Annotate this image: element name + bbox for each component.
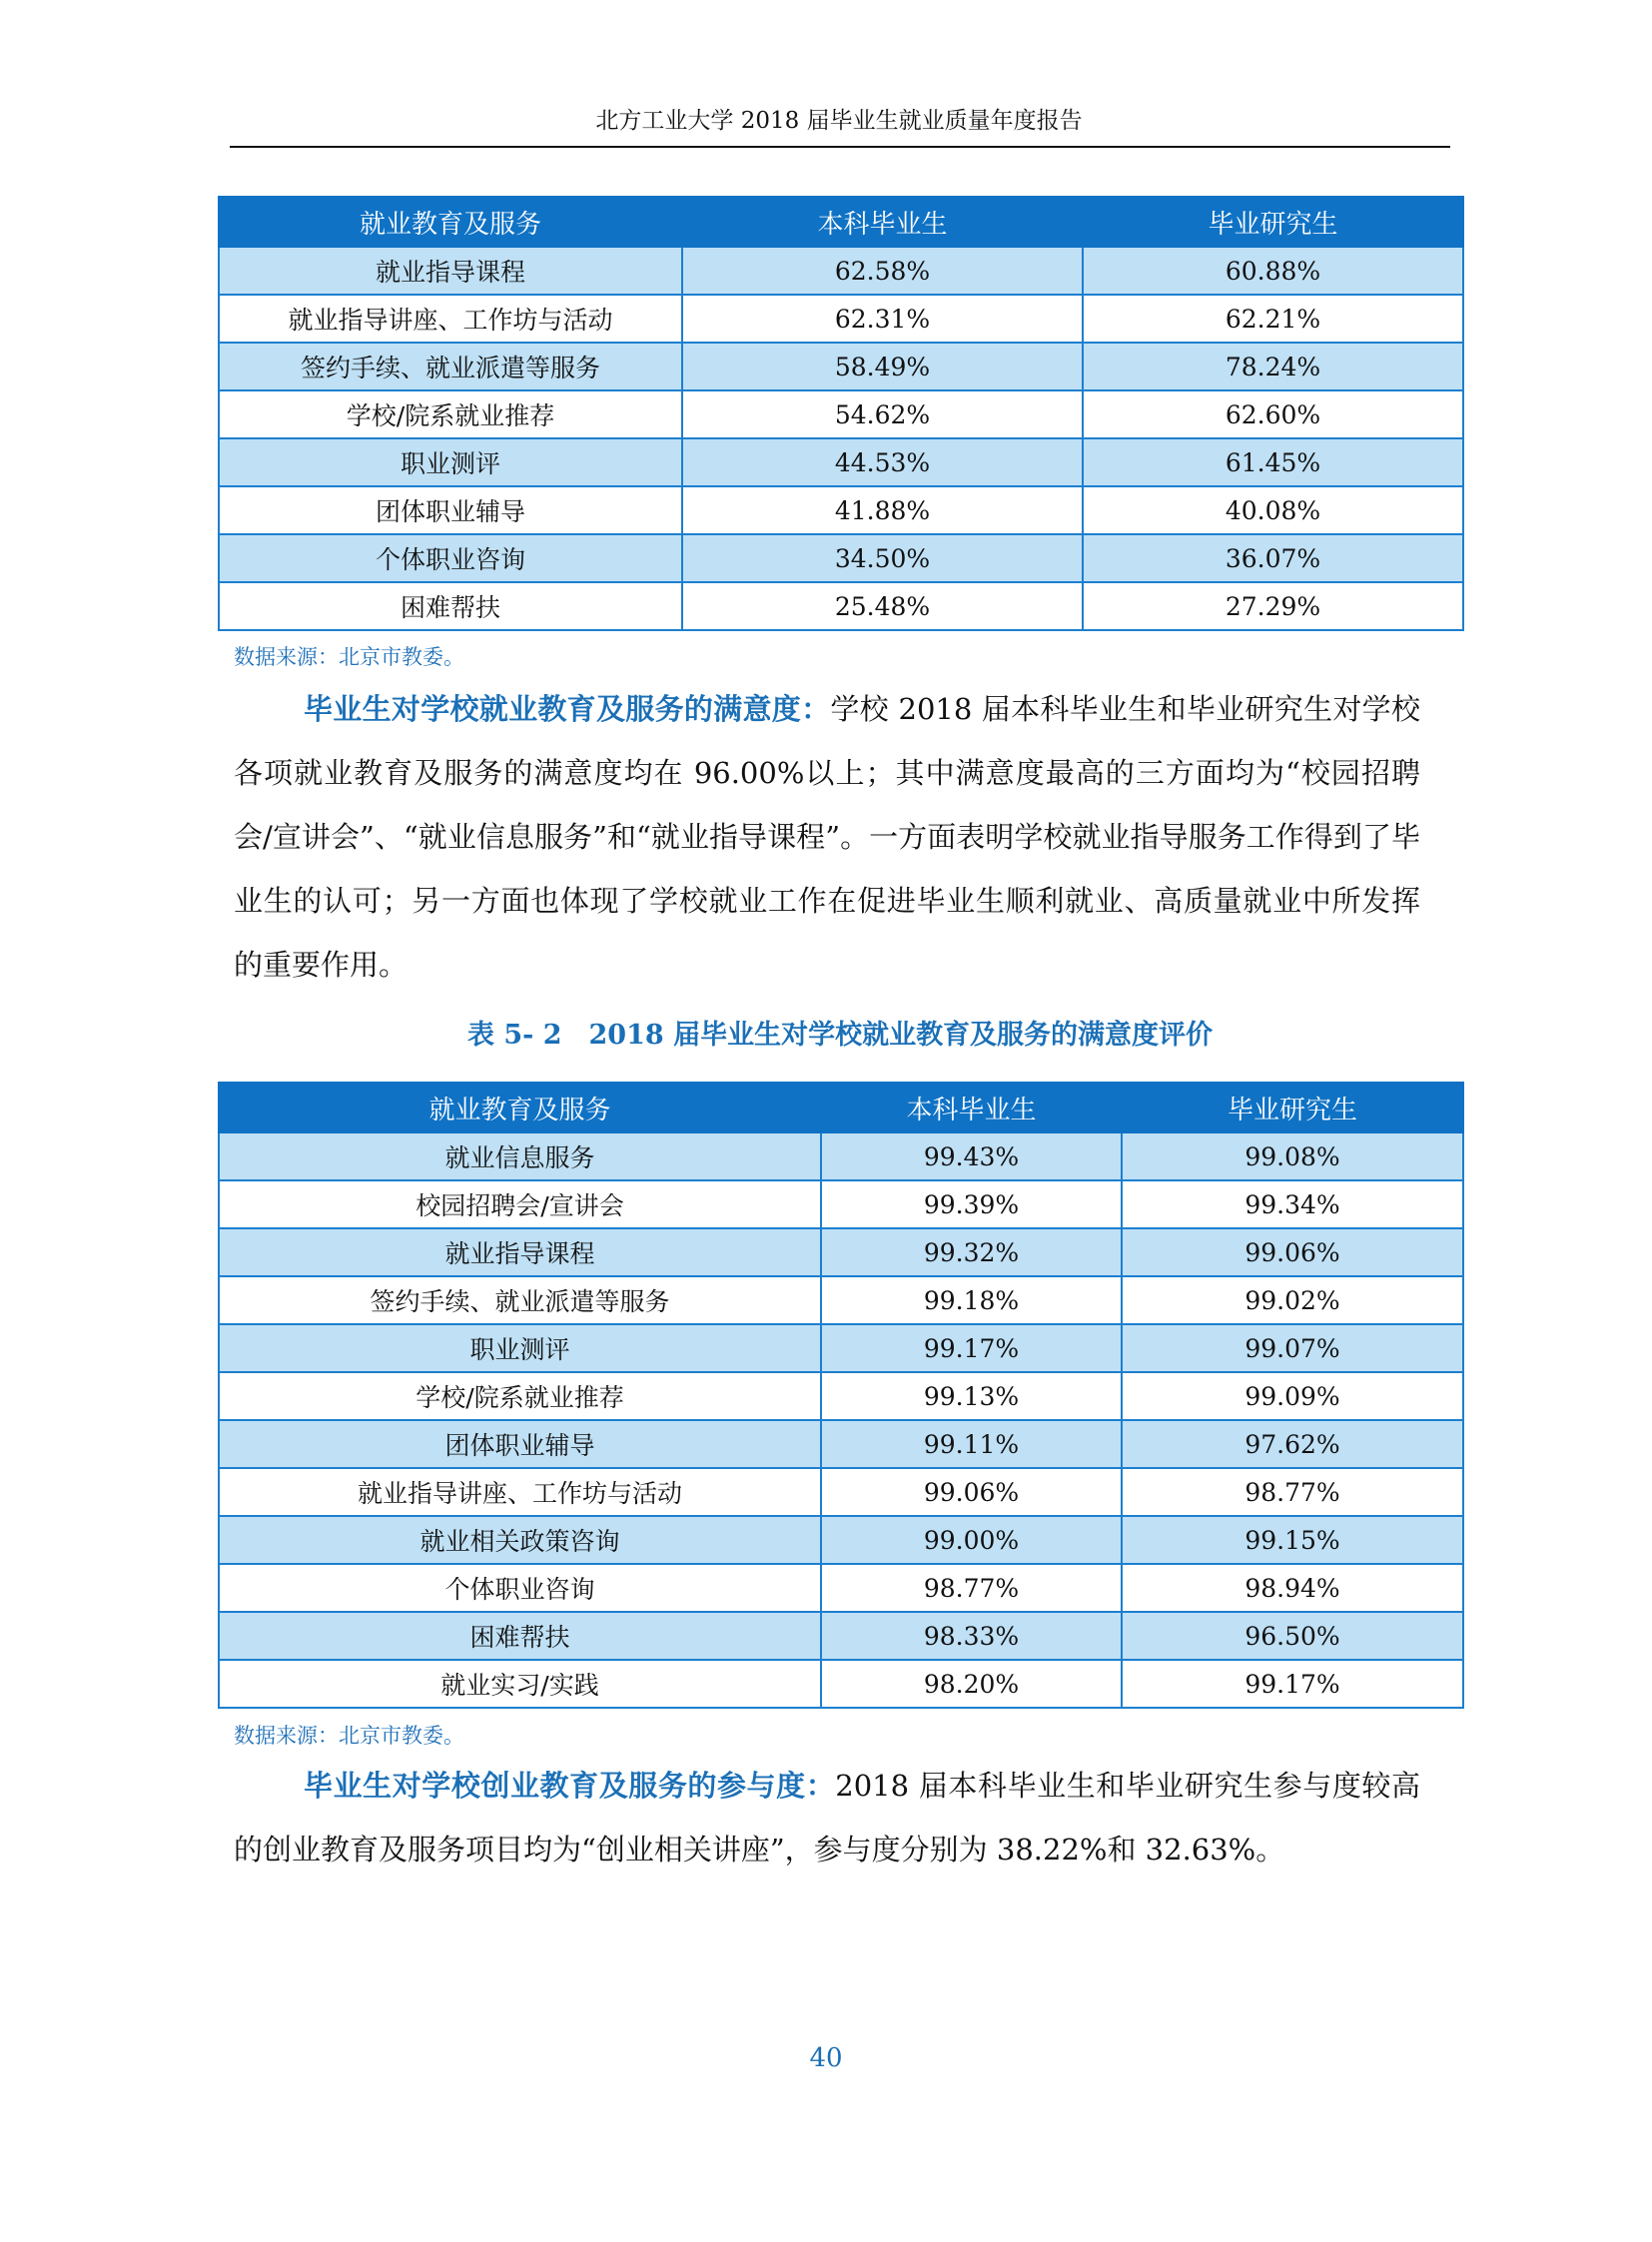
table-row bbox=[219, 1468, 1463, 1516]
cell-undergraduate: 99.39% bbox=[821, 1180, 1122, 1228]
cell-service: 困难帮扶 bbox=[219, 1612, 821, 1660]
cell-service: 校园招聘会/宣讲会 bbox=[219, 1180, 821, 1228]
cell-graduate: 36.07% bbox=[1083, 534, 1463, 582]
cell-graduate: 99.15% bbox=[1122, 1516, 1463, 1564]
cell-service: 职业测评 bbox=[219, 1324, 821, 1372]
cell-undergraduate: 98.33% bbox=[821, 1612, 1122, 1660]
cell-graduate: 99.09% bbox=[1122, 1372, 1463, 1420]
cell-service: 就业指导课程 bbox=[219, 247, 682, 295]
table-row bbox=[219, 1564, 1463, 1612]
column-header-service: 就业教育及服务 bbox=[219, 1083, 821, 1132]
paragraph-body: 2018 届本科毕业生和毕业研究生参与度较高的创业教育及服务项目均为“创业相关讲座”，参与度分别为 38.22%和 32.63%。 bbox=[234, 1769, 1420, 1867]
cell-graduate: 60.88% bbox=[1083, 247, 1463, 295]
paragraph-body: 学校 2018 届本科毕业生和毕业研究生对学校各项就业教育及服务的满意度均在 96.00%以上；其中满意度最高的三方面均为“校园招聘会/宣讲会”、“就业信息服务”和“就业指导课程”。一方面表明学校就业指导服务工作得到了毕业生的认可；另一方面也体现了学校就业工作在促进毕业生顺利就业、高质量就业中所发挥的重要作用。 bbox=[234, 692, 1420, 982]
cell-graduate: 78.24% bbox=[1083, 343, 1463, 390]
service-satisfaction-table bbox=[218, 1082, 1464, 1709]
table-row bbox=[219, 343, 1463, 390]
cell-graduate: 99.07% bbox=[1122, 1324, 1463, 1372]
cell-undergraduate: 99.11% bbox=[821, 1420, 1122, 1468]
satisfaction-paragraph bbox=[234, 677, 1420, 997]
table-caption: 表 5- 2 2018 届毕业生对学校就业教育及服务的满意度评价 bbox=[466, 1020, 1214, 1051]
cell-undergraduate: 58.49% bbox=[682, 343, 1083, 390]
cell-service: 困难帮扶 bbox=[219, 582, 682, 630]
cell-graduate: 98.94% bbox=[1122, 1564, 1463, 1612]
table-row bbox=[219, 295, 1463, 343]
cell-undergraduate: 25.48% bbox=[682, 582, 1083, 630]
table-row bbox=[219, 1180, 1463, 1228]
cell-undergraduate: 99.00% bbox=[821, 1516, 1122, 1564]
cell-graduate: 62.21% bbox=[1083, 295, 1463, 343]
table-row bbox=[219, 1612, 1463, 1660]
cell-graduate: 99.08% bbox=[1122, 1132, 1463, 1180]
column-header-graduate: 毕业研究生 bbox=[1122, 1083, 1463, 1132]
cell-undergraduate: 44.53% bbox=[682, 438, 1083, 486]
table-row bbox=[219, 1420, 1463, 1468]
table-row bbox=[219, 1660, 1463, 1708]
cell-graduate: 98.77% bbox=[1122, 1468, 1463, 1516]
cell-service: 签约手续、就业派遣等服务 bbox=[219, 343, 682, 390]
service-participation-table bbox=[218, 196, 1464, 631]
data-source-note: 数据来源：北京市教委。 bbox=[234, 1724, 464, 1748]
cell-undergraduate: 99.18% bbox=[821, 1276, 1122, 1324]
paragraph-lead: 毕业生对学校创业教育及服务的参与度： bbox=[304, 1769, 836, 1803]
table-row bbox=[219, 582, 1463, 630]
participation-paragraph bbox=[234, 1754, 1420, 1881]
cell-undergraduate: 99.43% bbox=[821, 1132, 1122, 1180]
cell-undergraduate: 99.17% bbox=[821, 1324, 1122, 1372]
cell-service: 就业指导课程 bbox=[219, 1228, 821, 1276]
table-row bbox=[219, 390, 1463, 438]
table-row bbox=[219, 1276, 1463, 1324]
cell-undergraduate: 62.31% bbox=[682, 295, 1083, 343]
cell-service: 学校/院系就业推荐 bbox=[219, 390, 682, 438]
table-row bbox=[219, 1372, 1463, 1420]
cell-service: 团体职业辅导 bbox=[219, 1420, 821, 1468]
column-header-undergraduate: 本科毕业生 bbox=[682, 197, 1083, 247]
column-header-undergraduate: 本科毕业生 bbox=[821, 1083, 1122, 1132]
cell-graduate: 62.60% bbox=[1083, 390, 1463, 438]
cell-service: 个体职业咨询 bbox=[219, 534, 682, 582]
data-source-note: 数据来源：北京市教委。 bbox=[234, 645, 464, 669]
column-header-graduate: 毕业研究生 bbox=[1083, 197, 1463, 247]
cell-graduate: 96.50% bbox=[1122, 1612, 1463, 1660]
table-row bbox=[219, 1324, 1463, 1372]
cell-graduate: 61.45% bbox=[1083, 438, 1463, 486]
cell-service: 就业相关政策咨询 bbox=[219, 1516, 821, 1564]
cell-service: 学校/院系就业推荐 bbox=[219, 1372, 821, 1420]
cell-service: 职业测评 bbox=[219, 438, 682, 486]
cell-service: 签约手续、就业派遣等服务 bbox=[219, 1276, 821, 1324]
cell-undergraduate: 98.77% bbox=[821, 1564, 1122, 1612]
cell-undergraduate: 34.50% bbox=[682, 534, 1083, 582]
table-row bbox=[219, 247, 1463, 295]
cell-graduate: 99.34% bbox=[1122, 1180, 1463, 1228]
table-row bbox=[219, 1228, 1463, 1276]
table-row bbox=[219, 486, 1463, 534]
table-row bbox=[219, 534, 1463, 582]
cell-undergraduate: 54.62% bbox=[682, 390, 1083, 438]
cell-undergraduate: 98.20% bbox=[821, 1660, 1122, 1708]
cell-graduate: 27.29% bbox=[1083, 582, 1463, 630]
table-row bbox=[219, 1516, 1463, 1564]
cell-graduate: 99.02% bbox=[1122, 1276, 1463, 1324]
cell-service: 就业信息服务 bbox=[219, 1132, 821, 1180]
cell-service: 就业实习/实践 bbox=[219, 1660, 821, 1708]
table-header-row bbox=[219, 197, 1463, 247]
cell-graduate: 40.08% bbox=[1083, 486, 1463, 534]
cell-graduate: 99.17% bbox=[1122, 1660, 1463, 1708]
cell-undergraduate: 62.58% bbox=[682, 247, 1083, 295]
cell-graduate: 97.62% bbox=[1122, 1420, 1463, 1468]
page-header: 北方工业大学 2018 届毕业生就业质量年度报告 bbox=[595, 108, 1083, 134]
cell-graduate: 99.06% bbox=[1122, 1228, 1463, 1276]
paragraph-lead: 毕业生对学校就业教育及服务的满意度： bbox=[304, 692, 831, 726]
cell-service: 就业指导讲座、工作坊与活动 bbox=[219, 295, 682, 343]
cell-undergraduate: 99.06% bbox=[821, 1468, 1122, 1516]
cell-service: 个体职业咨询 bbox=[219, 1564, 821, 1612]
cell-service: 就业指导讲座、工作坊与活动 bbox=[219, 1468, 821, 1516]
table-row bbox=[219, 438, 1463, 486]
header-rule bbox=[230, 146, 1450, 148]
cell-undergraduate: 99.32% bbox=[821, 1228, 1122, 1276]
table-row bbox=[219, 1132, 1463, 1180]
cell-undergraduate: 41.88% bbox=[682, 486, 1083, 534]
page-number: 40 bbox=[809, 2043, 843, 2073]
cell-service: 团体职业辅导 bbox=[219, 486, 682, 534]
cell-undergraduate: 99.13% bbox=[821, 1372, 1122, 1420]
column-header-service: 就业教育及服务 bbox=[219, 197, 682, 247]
table-header-row bbox=[219, 1083, 1463, 1132]
